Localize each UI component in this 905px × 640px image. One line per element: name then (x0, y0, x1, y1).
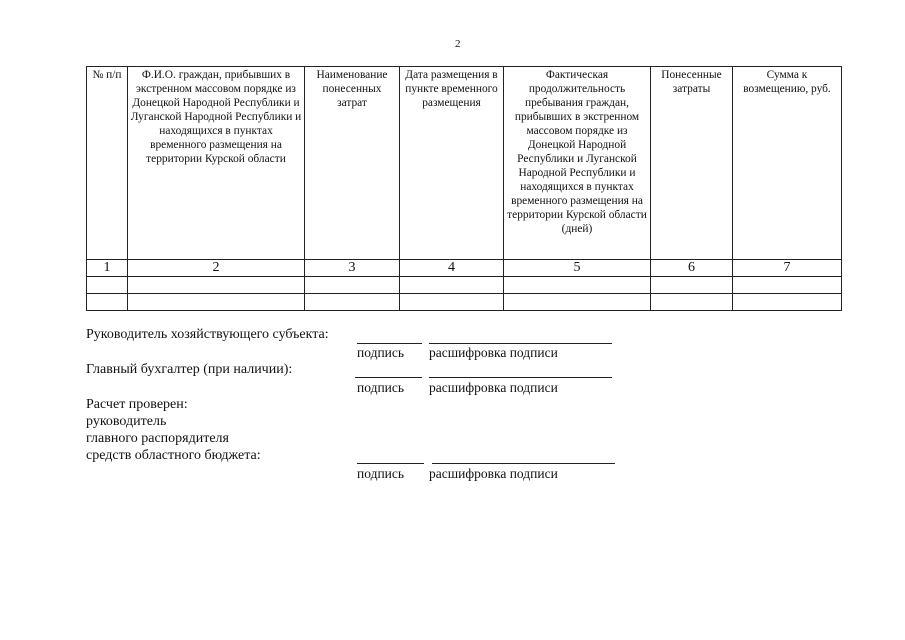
column-number: 1 (87, 260, 128, 277)
header-cell-stay-duration: Фактическая продолжительность пребывания граждан, прибывших в экстренном массовом порядке из Донецкой Народной Республики и Луганской Народной Республики и находящихся в пунктах временного размещения на территории Курской области (дней) (504, 67, 651, 260)
accountant-signature-line[interactable] (355, 377, 422, 378)
head-signature-label: Руководитель хозяйствующего субъекта: (86, 327, 329, 342)
head-decoding-caption: расшифровка подписи (429, 345, 558, 360)
table-cell[interactable] (305, 294, 400, 311)
table-cell[interactable] (504, 277, 651, 294)
checker-decoding-line[interactable] (432, 463, 615, 464)
table-cell[interactable] (128, 294, 305, 311)
column-number: 5 (504, 260, 651, 277)
checked-position-line2: главного распорядителя (86, 431, 229, 446)
checked-position-line3: средств областного бюджета: (86, 448, 261, 463)
checked-label: Расчет проверен: (86, 397, 188, 412)
checker-signature-line[interactable] (357, 463, 424, 464)
accountant-signature-label: Главный бухгалтер (при наличии): (86, 362, 293, 377)
table-cell[interactable] (400, 277, 504, 294)
column-number: 4 (400, 260, 504, 277)
table-cell[interactable] (400, 294, 504, 311)
table-cell[interactable] (733, 294, 842, 311)
table-row (87, 294, 842, 311)
head-signature-line[interactable] (357, 343, 422, 344)
checker-signature-caption: подпись (357, 466, 405, 481)
header-cell-number: № п/п (87, 67, 128, 260)
table-cell[interactable] (87, 294, 128, 311)
table-row (87, 277, 842, 294)
table-cell[interactable] (504, 294, 651, 311)
table-cell[interactable] (651, 277, 733, 294)
column-number: 2 (128, 260, 305, 277)
table-cell[interactable] (733, 277, 842, 294)
table-cell[interactable] (128, 277, 305, 294)
column-number: 7 (733, 260, 842, 277)
table-cell[interactable] (87, 277, 128, 294)
column-number: 6 (651, 260, 733, 277)
page-number: 2 (455, 38, 461, 50)
checked-position-line1: руководитель (86, 414, 167, 429)
header-cell-expense-name: Наименование понесенных затрат (305, 67, 400, 260)
checker-decoding-caption: расшифровка подписи (429, 466, 558, 481)
accountant-decoding-caption: расшифровка подписи (429, 380, 558, 395)
head-signature-caption: подпись (357, 345, 405, 360)
table-cell[interactable] (651, 294, 733, 311)
column-numbers-row (87, 260, 842, 277)
table-cell[interactable] (305, 277, 400, 294)
table-header-row (87, 67, 842, 260)
accountant-decoding-line[interactable] (429, 377, 612, 378)
header-cell-expenses: Понесенные затраты (651, 67, 733, 260)
header-cell-reimbursement: Сумма к возмещению, руб. (733, 67, 842, 260)
header-cell-full-name: Ф.И.О. граждан, прибывших в экстренном массовом порядке из Донецкой Народной Республики и Луганской Народной Республики и находящихся в пунктах временного размещения на территории Курской области (128, 67, 305, 260)
column-number: 3 (305, 260, 400, 277)
header-cell-placement-date: Дата размещения в пункте временного размещения (400, 67, 504, 260)
calculation-table (86, 66, 842, 311)
head-decoding-line[interactable] (429, 343, 612, 344)
accountant-signature-caption: подпись (357, 380, 405, 395)
